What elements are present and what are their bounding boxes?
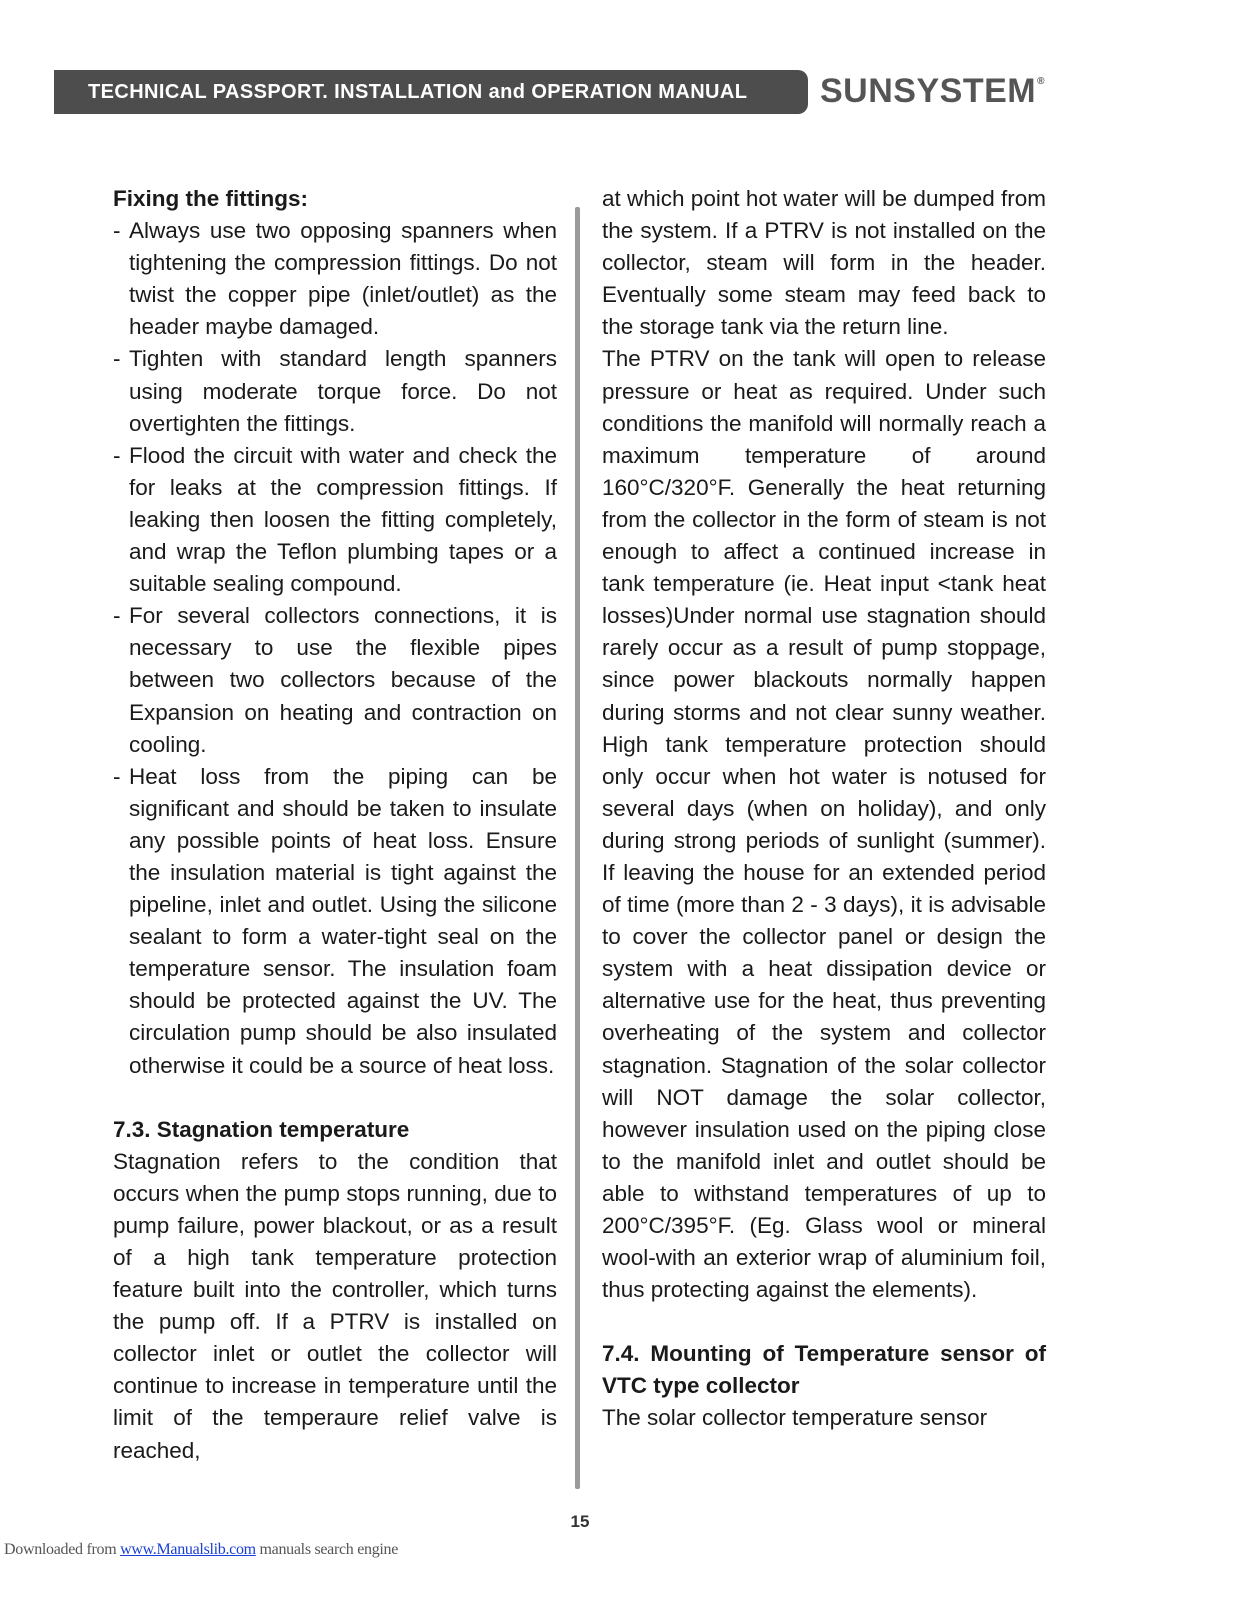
list-item: - Flood the circuit with water and check the for leaks at the compression fittings. If leaking then loosen the fitting completely, and wrap the Teflon plumbing tapes or a suitable sealing compound. [113, 440, 557, 600]
ptrv-paragraph: The PTRV on the tank will open to release pressure or heat as required. Under such conditions the manifold will normally reach a maximum temperature of around 160°C/320°F. Generally the heat returning from the collector in the form of steam is not enough to affect a continued increase in tank temperature (ie. Heat input <tank heat losses)Under normal use stagnation should rarely occur as a result of pump stoppage, since power blackouts normally happen during storms and not clear sunny weather. High tank temperature protection should only occur when hot water is notused for several days (when on holiday), and only during strong periods of sunlight (summer). If leaving the house for an extended period of time (more than 2 - 3 days), it is advisable to cover the collector panel or design the system with a heat dissipation device or alternative use for the heat, thus preventing overheating of the system and collector stagnation. Stagnation of the solar collector will NOT damage the solar collector, however insulation used on the piping close to the manifold inlet and outlet should be able to withstand temperatures of up to 200°C/395°F. (Eg. Glass wool or mineral wool-with an exterior wrap of aluminium foil, thus protecting against the elements). [602, 346, 1046, 1303]
fittings-heading: Fixing the fittings: [113, 186, 308, 211]
stagnation-paragraph: Stagnation refers to the condition that occurs when the pump stops running, due to pump failure, power blackout, or as a result of a high tank temperature protection feature built into the controller, which turns the pump off. If a PTRV is installed on collector inlet or outlet the collector will continue to increase in temperature until the limit of the temperaure relief valve is reached, [113, 1148, 557, 1463]
fittings-list [113, 215, 557, 1082]
right-column [602, 183, 1046, 1435]
header-title-bar [54, 70, 808, 114]
list-item: - Heat loss from the piping can be significant and should be taken to insulate any possible points of heat loss. Ensure the insulation material is tight against the pipeline, inlet and outlet. Using the silicone sealant to form a water-tight seal on the temperature sensor. The insulation foam should be protected against the UV. The circulation pump should be also insulated otherwise it could be a source of heat loss. [113, 761, 557, 1082]
footer-prefix: Downloaded from [4, 1541, 121, 1558]
stagnation-continued-paragraph: at which point hot water will be dumped from the system. If a PTRV is not installed on the collector, steam will form in the header. Eventually some steam may feed back to the storage tank via the return line. [602, 186, 1046, 340]
brand-logo [820, 72, 1045, 116]
section-heading-stagnation: 7.3. Stagnation temperature [113, 1116, 410, 1142]
section-heading-mounting: 7.4. Mounting of Temperature sensor of VTC type collector [602, 1341, 1046, 1399]
mounting-paragraph: The solar collector temperature sensor [602, 1405, 988, 1431]
registered-mark: ® [1037, 76, 1045, 87]
manualslib-link[interactable]: www.Manualslib.com [120, 1541, 256, 1558]
download-footer [4, 1541, 398, 1559]
list-item: - Tighten with standard length spanners using moderate torque force. Do not overtighten the fittings. [113, 343, 557, 439]
footer-suffix: manuals search engine [255, 1541, 399, 1558]
brand-name: SUNSYSTEM [820, 72, 1037, 110]
list-item: - For several collectors connections, it is necessary to use the flexible pipes between two collectors because of the Expansion on heating and contraction on cooling. [113, 600, 557, 760]
left-column [113, 183, 557, 1467]
list-item: - Always use two opposing spanners when tightening the compression fittings. Do not twist the copper pipe (inlet/outlet) as the header maybe damaged. [113, 215, 557, 343]
page-number: 15 [570, 1512, 590, 1531]
column-divider [575, 207, 580, 1489]
header-title: TECHNICAL PASSPORT. INSTALLATION and OPERATION MANUAL [88, 80, 748, 103]
